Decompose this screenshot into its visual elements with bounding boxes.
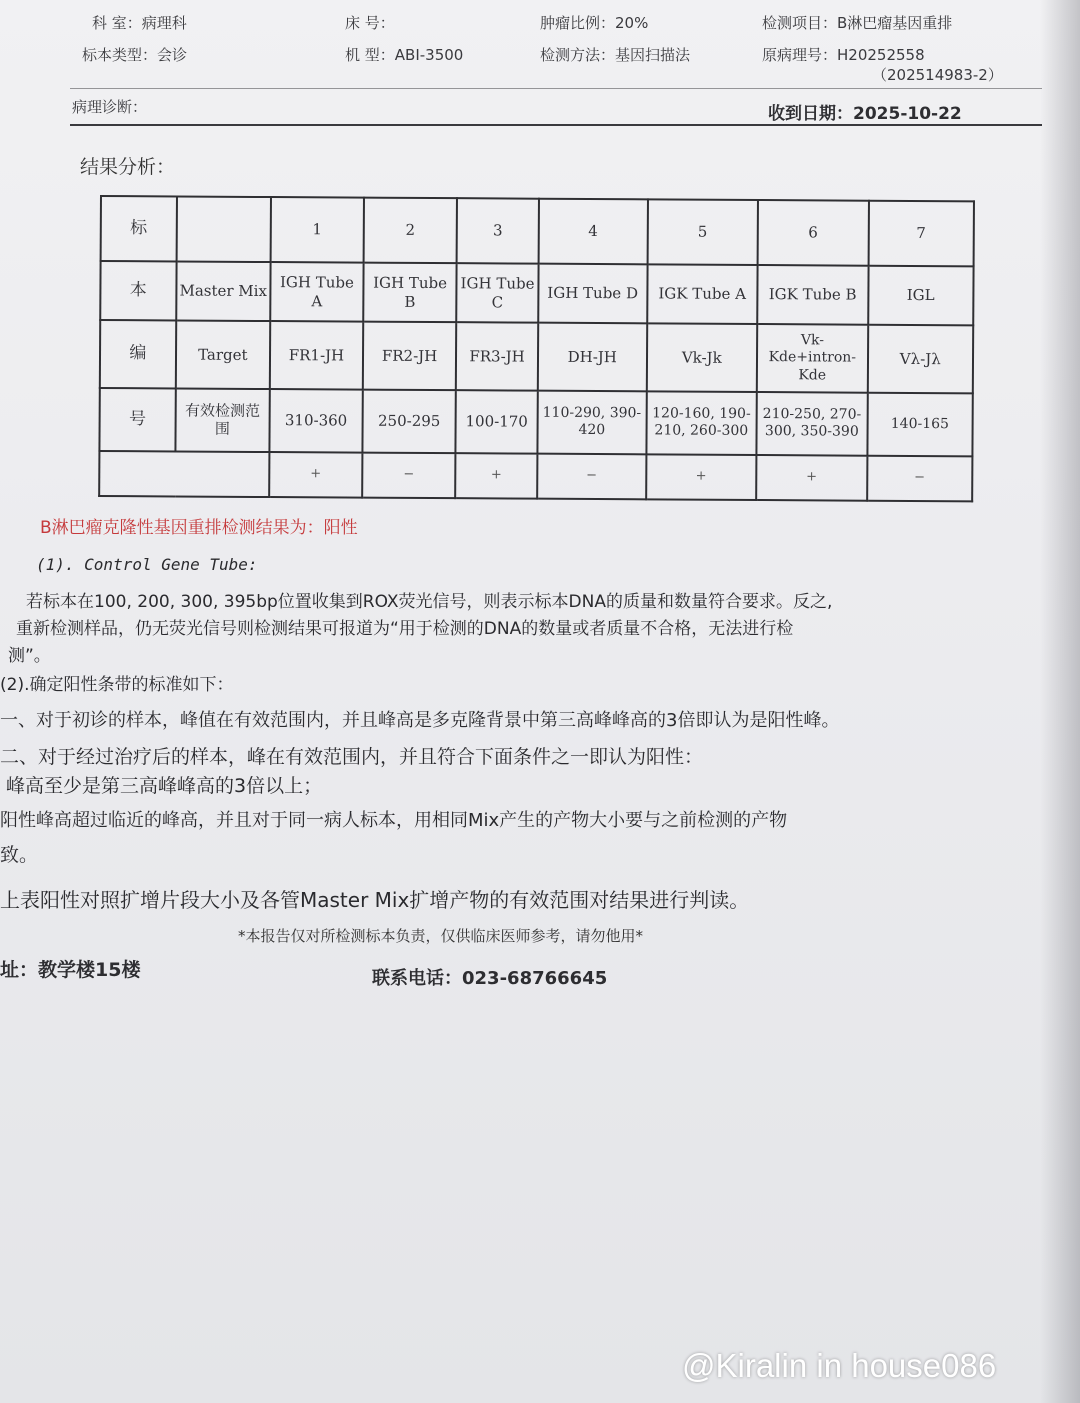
orig-pathology-field: 原病理号：H20252558 — [762, 46, 925, 64]
control-title: (1). Control Gene Tube: — [36, 555, 258, 574]
side-label-1: 标 — [101, 196, 177, 262]
target-cell: FR2-JH — [363, 321, 457, 390]
address: 址：教学楼15楼 — [0, 959, 141, 981]
target-cell: Vk-Kde+intron-Kde — [757, 324, 868, 393]
row-label-master-mix: Master Mix — [176, 262, 271, 321]
table-row — [100, 261, 973, 325]
table-row — [99, 388, 972, 456]
column-number: 5 — [647, 199, 758, 265]
column-number: 4 — [539, 199, 648, 265]
orig-pathology-sub: （202514983-2） — [872, 66, 1003, 84]
criteria-title: (2).确定阳性条带的标准如下： — [0, 675, 234, 695]
range-cell: 120-160, 190-210, 260-300 — [646, 392, 757, 455]
master-mix-cell: IGH Tube C — [456, 264, 538, 323]
target-cell: FR3-JH — [456, 322, 538, 391]
target-cell: Vk-Jk — [646, 323, 757, 392]
test-item-field: 检测项目：B淋巴瘤基因重排 — [762, 14, 953, 32]
column-number: 3 — [457, 198, 539, 264]
divider — [70, 88, 1042, 89]
range-cell: 100-170 — [456, 390, 538, 453]
result-cell: + — [646, 454, 757, 500]
tumor-ratio-field: 肿瘤比例：20% — [540, 14, 649, 32]
note-line: 重新检测样品，仍无荧光信号则检测结果可报道为“用于检测的DNA的数量或者质量不合格，无法进行检 — [16, 619, 794, 639]
watermark: @Kiralin in house086 — [682, 1347, 997, 1384]
range-cell: 310-360 — [269, 389, 363, 452]
dept-field: 科 室：病理科 — [92, 14, 187, 32]
note-line: 测”。 — [8, 646, 51, 666]
disclaimer: *本报告仅对所检测标本负责，仅供临床医师参考，请勿他用* — [238, 927, 644, 945]
master-mix-cell: IGH Tube B — [363, 263, 456, 322]
range-cell: 110-290, 390-420 — [537, 391, 646, 454]
table-row — [101, 196, 974, 267]
master-mix-cell: IGL — [868, 266, 974, 325]
master-mix-cell: IGH Tube A — [270, 262, 363, 321]
range-cell: 250-295 — [362, 390, 456, 453]
result-blank-cell — [99, 451, 269, 497]
method-field: 检测方法：基因扫描法 — [540, 46, 691, 64]
table-row — [99, 451, 972, 502]
range-cell: 210-250, 270-300, 350-390 — [756, 392, 867, 455]
received-date-field: 收到日期：2025-10-22 — [768, 104, 962, 124]
target-cell: DH-JH — [538, 322, 647, 391]
page-shadow — [1040, 0, 1080, 1403]
criteria-item: 二、对于经过治疗后的样本，峰在有效范围内，并且符合下面条件之一即认为阳性： — [0, 746, 704, 768]
side-label-2: 本 — [100, 261, 176, 320]
criteria-item: 一、对于初诊的样本，峰值在有效范围内，并且峰高是多克隆背景中第三高峰峰高的3倍即认为是阳性峰。 — [0, 710, 840, 731]
result-cell: − — [867, 455, 973, 501]
row-label-target: Target — [176, 320, 271, 389]
result-cell: − — [362, 452, 455, 498]
specimen-type-field: 标本类型：会诊 — [82, 46, 188, 64]
bed-field: 床 号： — [345, 14, 395, 32]
column-number: 6 — [758, 200, 869, 266]
master-mix-cell: IGK Tube B — [757, 265, 868, 324]
diagnosis-field: 病理诊断： — [72, 98, 148, 116]
master-mix-cell: IGK Tube A — [647, 265, 758, 324]
final-line: 上表阳性对照扩增片段大小及各管Master Mix扩增产物的有效范围对结果进行判读。 — [0, 888, 750, 912]
column-number: 7 — [868, 201, 974, 267]
note-line: 若标本在100, 200, 300, 395bp位置收集到ROX荧光信号，则表示标本DNA的质量和数量符合要求。反之, — [26, 592, 833, 612]
section-title: 结果分析： — [80, 156, 176, 178]
criteria-item: 致。 — [0, 844, 39, 866]
target-cell: Vλ-Jλ — [867, 324, 973, 393]
criteria-item: 峰高至少是第三高峰峰高的3倍以上； — [6, 775, 323, 797]
table-row — [100, 320, 973, 394]
column-number: 2 — [364, 198, 458, 264]
column-number: 1 — [270, 197, 364, 263]
machine-field: 机 型：ABI-3500 — [345, 46, 464, 64]
header-blank-cell — [176, 196, 271, 262]
master-mix-cell: IGH Tube D — [538, 264, 647, 323]
result-cell: + — [269, 452, 362, 498]
range-cell: 140-165 — [867, 393, 973, 456]
conclusion-text: B淋巴瘤克隆性基因重排检测结果为：阳性 — [40, 518, 358, 538]
result-cell: + — [756, 455, 867, 501]
result-cell: − — [537, 453, 646, 499]
side-label-3: 编 — [100, 320, 176, 389]
target-cell: FR1-JH — [270, 321, 364, 390]
criteria-item: 阳性峰高超过临近的峰高，并且对于同一病人标本，用相同Mix产生的产物大小要与之前检测的产物 — [0, 810, 788, 831]
header-underline — [70, 124, 1042, 126]
phone: 联系电话：023-68766645 — [372, 968, 608, 989]
side-label-4: 号 — [99, 388, 175, 451]
result-table — [98, 195, 975, 502]
result-cell: + — [455, 453, 537, 499]
row-label-range: 有效检测范围 — [175, 389, 270, 452]
